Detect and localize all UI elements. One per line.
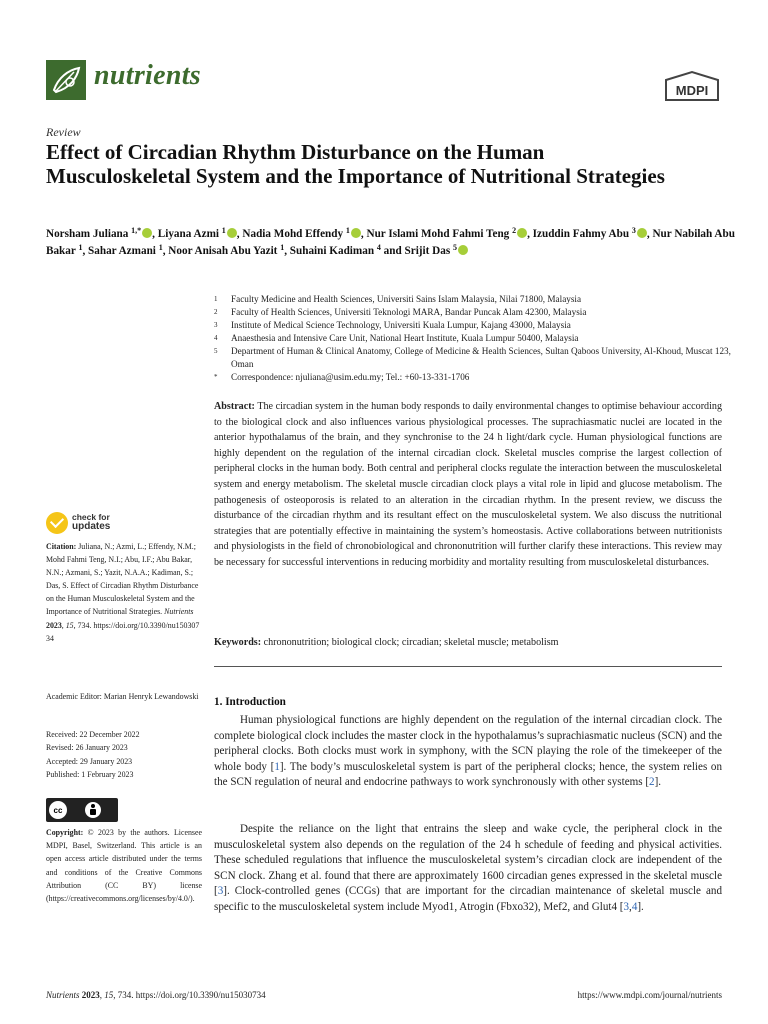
author-affiliation-marker: 4 [376,243,381,252]
footer-journal: Nutrients [46,990,80,1000]
section-divider [214,666,722,667]
abstract [214,399,722,571]
affiliation-item [214,293,734,306]
nutrients-logo-icon [46,60,86,100]
keywords [214,635,722,650]
affiliation-number: * [214,373,218,381]
p2-text-b: ]. Clock-controlled genes (CCGs) that are important for the circadian maintenance of skeletal muscle and specific to the musculoskeletal system include Myod1, Atrogin (Fbxo32), Mef2, and Glut4 [ [214,885,722,913]
author-name[interactable]: Nadia Mohd Effendy [242,228,346,240]
footer-volume: 15 [104,990,114,1000]
author-list: Norsham Juliana $^{1,*}$ , Liyana Azmi $^1$ , Nadia Mohd Effendy $^1$ , Nur Islami Mohd Fahmi Teng $^2$ , Izuddin Fahmy Abu $^3$ , Nur Nabilah Abu Bakar $^1$, Sahar Azmani $^1$, Noor Anisah Abu Yazit $^1$, Suhaini Kadiman $^4$ and Srijit Das $^5$ [46,226,735,257]
affiliation-text: Correspondence: njuliana@usim.edu.my; Tel.: +60-13-331-1706 [231,372,470,382]
check-updates-top: check for [72,512,110,522]
citation: Citation: Juliana, N.; Azmi, L.; Effendy, N.M.; Mohd Fahmi Teng, N.I.; Abu, I.F.; Abu Bakar, N.N.; Azmani, S.; Yazit, N.A.A.; Kadiman, S.; Das, S. Effect of Circadian Rhythm Disturbance on the Human Musculoskeletal System and the Importance of Nutritional Strategies. Nutrients 2023, 15, 734. https://doi.org/10.3390/nu15030734 [46,542,200,643]
author-name[interactable]: Izuddin Fahmy Abu [532,228,632,240]
affiliation-item [214,332,734,345]
author-affiliation-marker: 5 [452,243,457,252]
abstract-label: Abstract: [214,401,255,412]
affiliation-number: 1 [214,295,218,303]
affiliation-item [214,345,734,371]
academic-editor: Academic Editor: Marian Henryk Lewandowski [46,692,199,701]
citation-text: Juliana, N.; Azmi, L.; Effendy, N.M.; Mohd Fahmi Teng, N.I.; Abu, I.F.; Abu Bakar, N.N.; Azmani, S.; Yazit, N.A.A.; Kadiman, S.; Das, S. Effect of Circadian Rhythm Disturbance on the Human Musculoskeletal System and the Importance of Nutritional Strategies. [46,542,199,617]
author-conjunction: and [383,245,405,257]
affiliation-number: 3 [214,321,218,329]
article-title: Effect of Circadian Rhythm Disturbance on the Human Musculoskeletal System and the Importance of Nutritional Strategies [46,140,665,188]
citation-year: 2023 [46,620,62,630]
affiliation-text: Department of Human & Clinical Anatomy, College of Medicine & Health Sciences, Sultan Qaboos University, Al-Khoud, Muscat 123, Oman [231,346,731,369]
author-name[interactable]: Nur Islami Mohd Fahmi Teng [366,228,513,240]
citation-volume: 15 [65,620,74,630]
author-name[interactable]: Srijit Das [404,245,453,257]
footer-doi[interactable]: , 734. https://doi.org/10.3390/nu15030734 [113,990,266,1000]
creative-commons-badge[interactable] [46,798,118,822]
reference-link-1[interactable]: 1 [274,760,280,773]
footer-citation: Nutrients 2023, 15, 734. https://doi.org/10.3390/nu15030734 [46,990,266,1000]
copyright-text: © 2023 by the authors. Licensee MDPI, Basel, Switzerland. This article is an open access article distributed under the terms and conditions of the Creative Commons Attribution (CC BY) license (https://creativecommons.org/licenses/by/4.0/). [46,828,202,904]
date-published: Published: 1 February 2023 [46,769,134,779]
affiliation-number: 2 [214,308,218,316]
publication-dates [46,728,202,781]
affiliation-item [214,371,734,384]
citation-pages: , 734. [73,620,92,630]
author-affiliation-marker: 1 [221,226,226,235]
author-name[interactable]: Sahar Azmani [88,245,159,257]
orcid-icon[interactable] [351,228,361,238]
affiliation-number: 4 [214,334,218,342]
footer-year: 2023 [81,990,100,1000]
affiliation-number: 5 [214,347,218,355]
date-revised: Revised: 26 January 2023 [46,743,128,753]
orcid-icon[interactable] [458,245,468,255]
author-name[interactable]: Liyana Azmi [157,228,222,240]
orcid-icon[interactable] [227,228,237,238]
citation-journal: Nutrients [164,607,194,617]
orcid-icon[interactable] [142,228,152,238]
article-type: Review [46,125,81,139]
reference-link-2[interactable]: 2 [649,776,655,789]
keywords-label: Keywords: [214,637,262,648]
affiliation-text: Institute of Medical Science Technology, Universiti Kuala Lumpur, Kajang 43000, Malaysia [231,320,571,330]
mdpi-logo-text: MDPI [675,83,709,98]
footer-journal-url[interactable]: https://www.mdpi.com/journal/nutrients [577,990,722,1000]
reference-link-3b[interactable]: 3 [623,900,630,913]
p1-text-c: ]. [654,776,662,789]
mdpi-logo-icon [664,70,720,102]
author-affiliation-marker: 1 [280,243,285,252]
citation-label: Citation: [46,542,77,551]
date-accepted: Accepted: 29 January 2023 [46,756,133,766]
citation-doi-link[interactable]: https://doi.org/10.3390/nu15030734 [46,620,200,643]
reference-link-4[interactable]: 4 [631,900,638,913]
cc-by-icon [85,802,101,818]
check-for-updates-button[interactable] [46,512,156,534]
author-affiliation-marker: 2 [512,226,517,235]
affiliations [214,293,734,384]
intro-paragraph-1 [214,713,722,791]
p2-text-a: Despite the reliance on the light that entrains the sleep and wake cycle, the peripheral clock in the musculoskeletal system also depends on the regulation of the 24 h schedule of feeding and physical activities. These scheduled regulations that influence the musculoskeletal system’s circadian clock are independent of the SCN clock. Zhang et al. found that there are approximately 1600 circadian genes expressed in the skeletal muscle [ [214,823,722,898]
affiliation-text: Faculty Medicine and Health Sciences, Universiti Sains Islam Malaysia, Nilai 71800, Malaysia [231,294,582,304]
reference-link-3[interactable]: 3 [217,885,224,898]
date-received: Received: 22 December 2022 [46,730,140,739]
journal-name: nutrients [94,60,201,91]
author-affiliation-marker: 1 [158,243,163,252]
copyright-label: Copyright: [46,828,84,837]
affiliation-text: Anaesthesia and Intensive Care Unit, National Heart Institute, Kuala Lumpur 50400, Malaysia [231,333,579,343]
keywords-text: chrononutrition; biological clock; circadian; skeletal muscle; metabolism [263,637,559,648]
author-affiliation-marker: 1 [345,226,350,235]
copyright [46,826,202,905]
p2-ref-separator: , [629,900,632,913]
orcid-icon[interactable] [517,228,527,238]
author-name[interactable]: Suhaini Kadiman [289,245,377,257]
checkmark-icon [46,512,68,534]
section-heading-introduction: 1. Introduction [214,696,286,708]
abstract-text: The circadian system in the human body responds to daily environmental changes to optimise behaviour according to the biological clock and also influences various physiological processes. The suprachiasmatic nuclei are located in the anterior hypothalamus of the brain, and they synchronise to the 24 h light/dark cycle. Human physiological functions are highly dependent on the regulation of the internal circadian clock. Skeletal muscles comprise the largest collection of peripheral clocks in the human body. Both central and peripheral clocks regulate the interaction between the musculoskeletal system and energy metabolism. The skeletal muscle circadian clock plays a vital role in lipid and glucose metabolism. The pathogenesis of osteoporosis is related to an alteration in the circadian rhythm. In the present review, we discuss the disturbance of the circadian rhythm and its resultant effect on the musculoskeletal system. We also discuss the nutritional strategies that are potentially effective in maintaining the system’s homeostasis. Active collaborations between nutritionists and physiologists in the field of chronobiological and chrononutrition will further clarify these interactions. This review may be necessary for successful interventions in reducing morbidity and mortality resulting from musculoskeletal disturbances. [214,401,722,568]
affiliation-item [214,306,734,319]
check-updates-bottom: updates [72,521,111,532]
author-affiliation-marker: 1,* [131,226,142,235]
author-affiliation-marker: 3 [631,226,636,235]
author-name[interactable]: Noor Anisah Abu Yazit [168,245,281,257]
author-name[interactable]: Norsham Juliana [46,228,132,240]
author-name[interactable]: Nur Nabilah Abu Bakar [46,228,735,257]
cc-icon: cc [49,801,67,819]
affiliation-item [214,319,734,332]
orcid-icon[interactable] [637,228,647,238]
p1-text-b: ]. The body’s musculoskeletal system is part of the peripheral clocks; hence, the system relies on the SCN regulation of neural and endocrine pathways to work synchronously with other systems [ [214,760,723,789]
affiliation-text: Faculty of Health Sciences, Universiti Teknologi MARA, Bandar Puncak Alam 42300, Malaysia [231,307,587,317]
intro-paragraph-2 [214,822,722,916]
p1-text-a: Human physiological functions are highly dependent on the regulation of the internal circadian clock. The complete biological clock includes the master clock in the hypothalamus’s suprachiasmatic nucleus (SCN) and the peripheral clocks. Both clocks must work in symphony, with the SCN playing the role of the timekeeper of the whole body [ [214,714,722,773]
p2-text-c: ]. [637,900,644,913]
author-affiliation-marker: 1 [78,243,83,252]
